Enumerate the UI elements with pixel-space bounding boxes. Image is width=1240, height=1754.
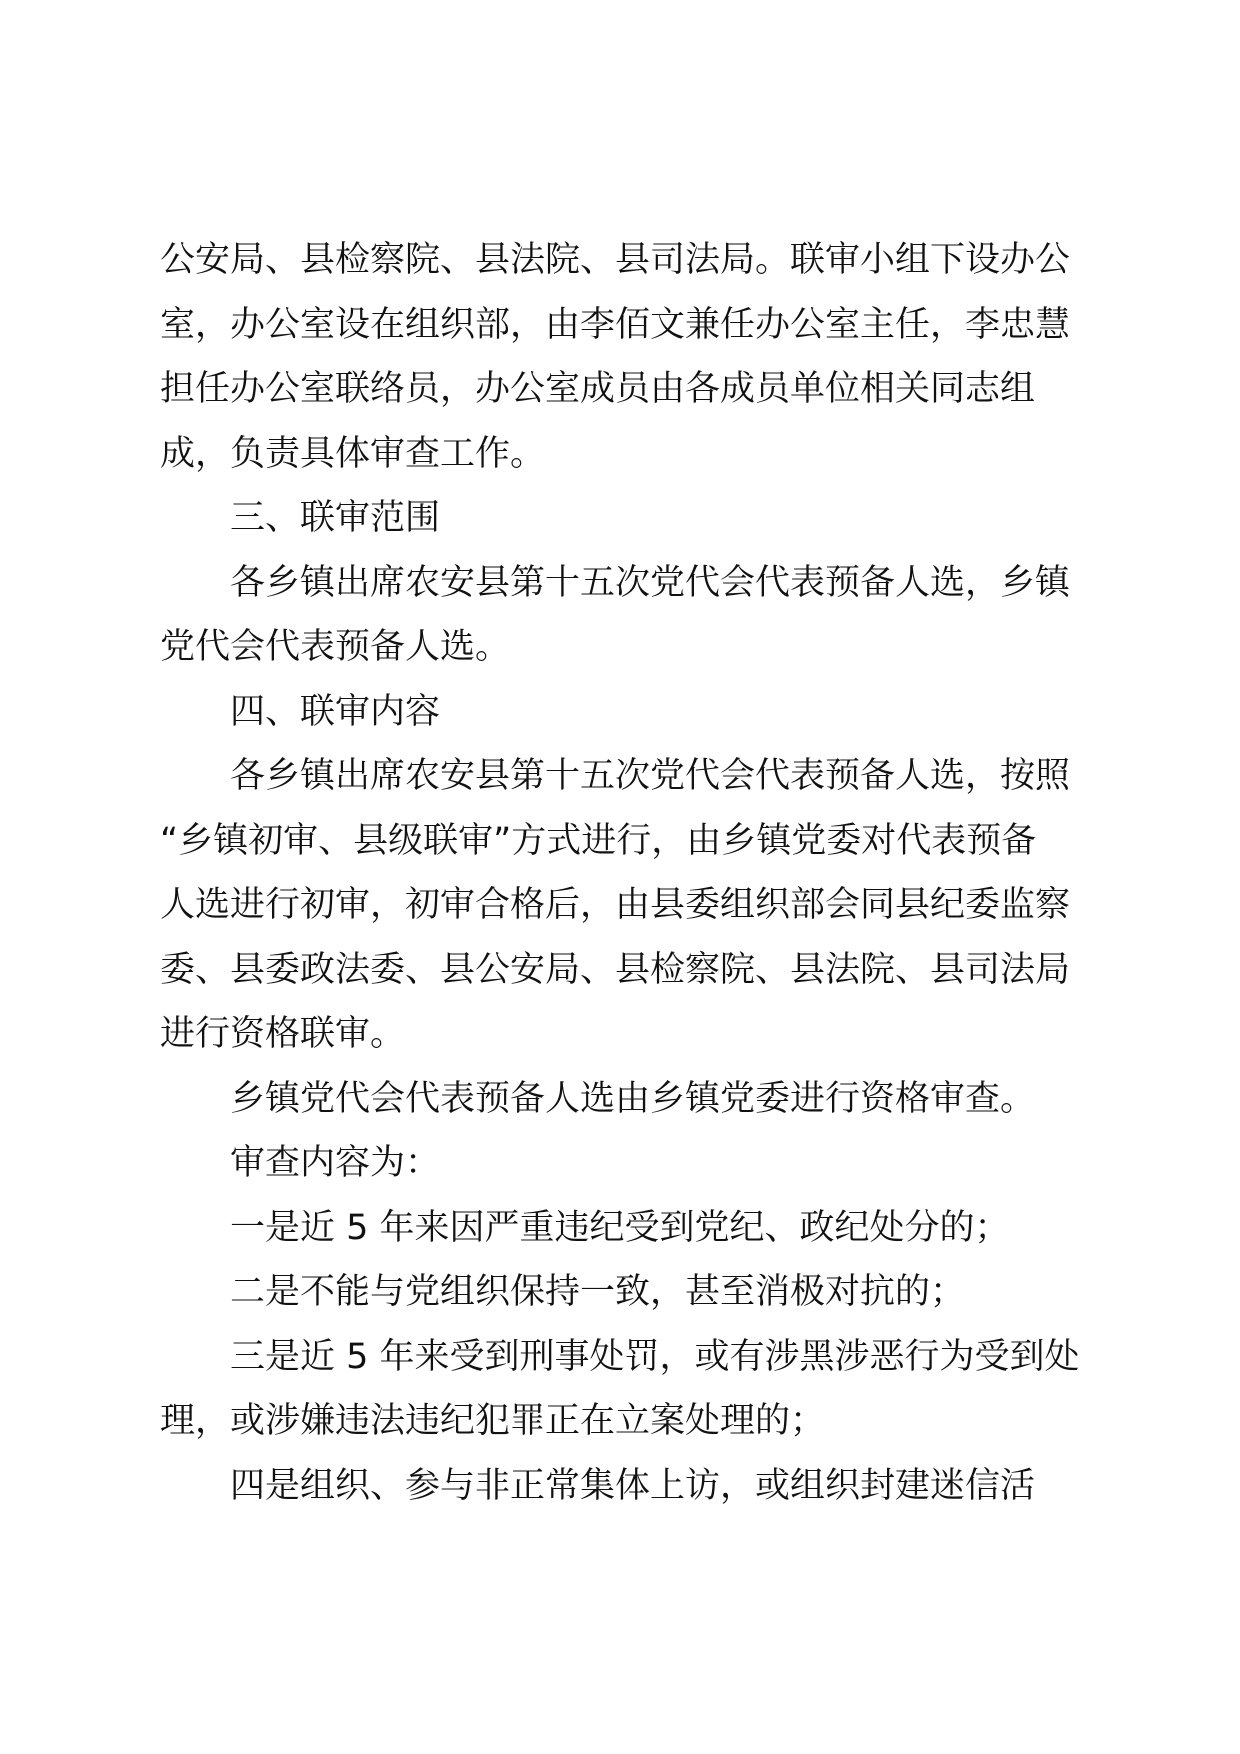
document-body (160, 228, 1090, 1518)
section-heading: 三、联审范围 (230, 498, 441, 538)
paragraph-line: 各乡镇出席农安县第十五次党代会代表预备人选，按照 (230, 756, 1071, 796)
list-item: 一是近 5 年来因严重违纪受到党纪、政纪处分的； (230, 1207, 1010, 1248)
paragraph-line: 审查内容为： (230, 1143, 441, 1183)
paragraph-line: 委、县委政法委、县公安局、县检察院、县法院、县司法局 (160, 949, 1071, 990)
list-item: 四是组织、参与非正常集体上访，或组织封建迷信活 (230, 1465, 1036, 1506)
paragraph-line: 室，办公室设在组织部，由李佰文兼任办公室主任，李忠慧 (160, 304, 1071, 345)
section-heading: 四、联审内容 (230, 691, 441, 732)
paragraph-line: 各乡镇出席农安县第十五次党代会代表预备人选，乡镇 (230, 562, 1071, 603)
list-item: 二是不能与党组织保持一致，甚至消极对抗的； (230, 1272, 966, 1312)
paragraph-line: 担任办公室联络员，办公室成员由各成员单位相关同志组 (160, 369, 1036, 409)
paragraph-line: 乡镇党代会代表预备人选由乡镇党委进行资格审查。 (230, 1078, 1036, 1119)
paragraph-line: 党代会代表预备人选。 (160, 627, 511, 667)
paragraph-line: 成，负责具体审查工作。 (160, 433, 546, 474)
paragraph-line: 进行资格联审。 (160, 1014, 406, 1054)
paragraph-line: 人选进行初审，初审合格后，由县委组织部会同县纪委监察 (160, 885, 1071, 925)
paragraph-line: 公安局、县检察院、县法院、县司法局。联审小组下设办公 (160, 240, 1071, 280)
list-item-continuation: 理，或涉嫌违法违纪犯罪正在立案处理的； (160, 1401, 826, 1441)
paragraph-line: “乡镇初审、县级联审”方式进行，由乡镇党委对代表预备 (160, 820, 1037, 861)
list-item: 三是近 5 年来受到刑事处罚，或有涉黑涉恶行为受到处 (230, 1336, 1080, 1377)
